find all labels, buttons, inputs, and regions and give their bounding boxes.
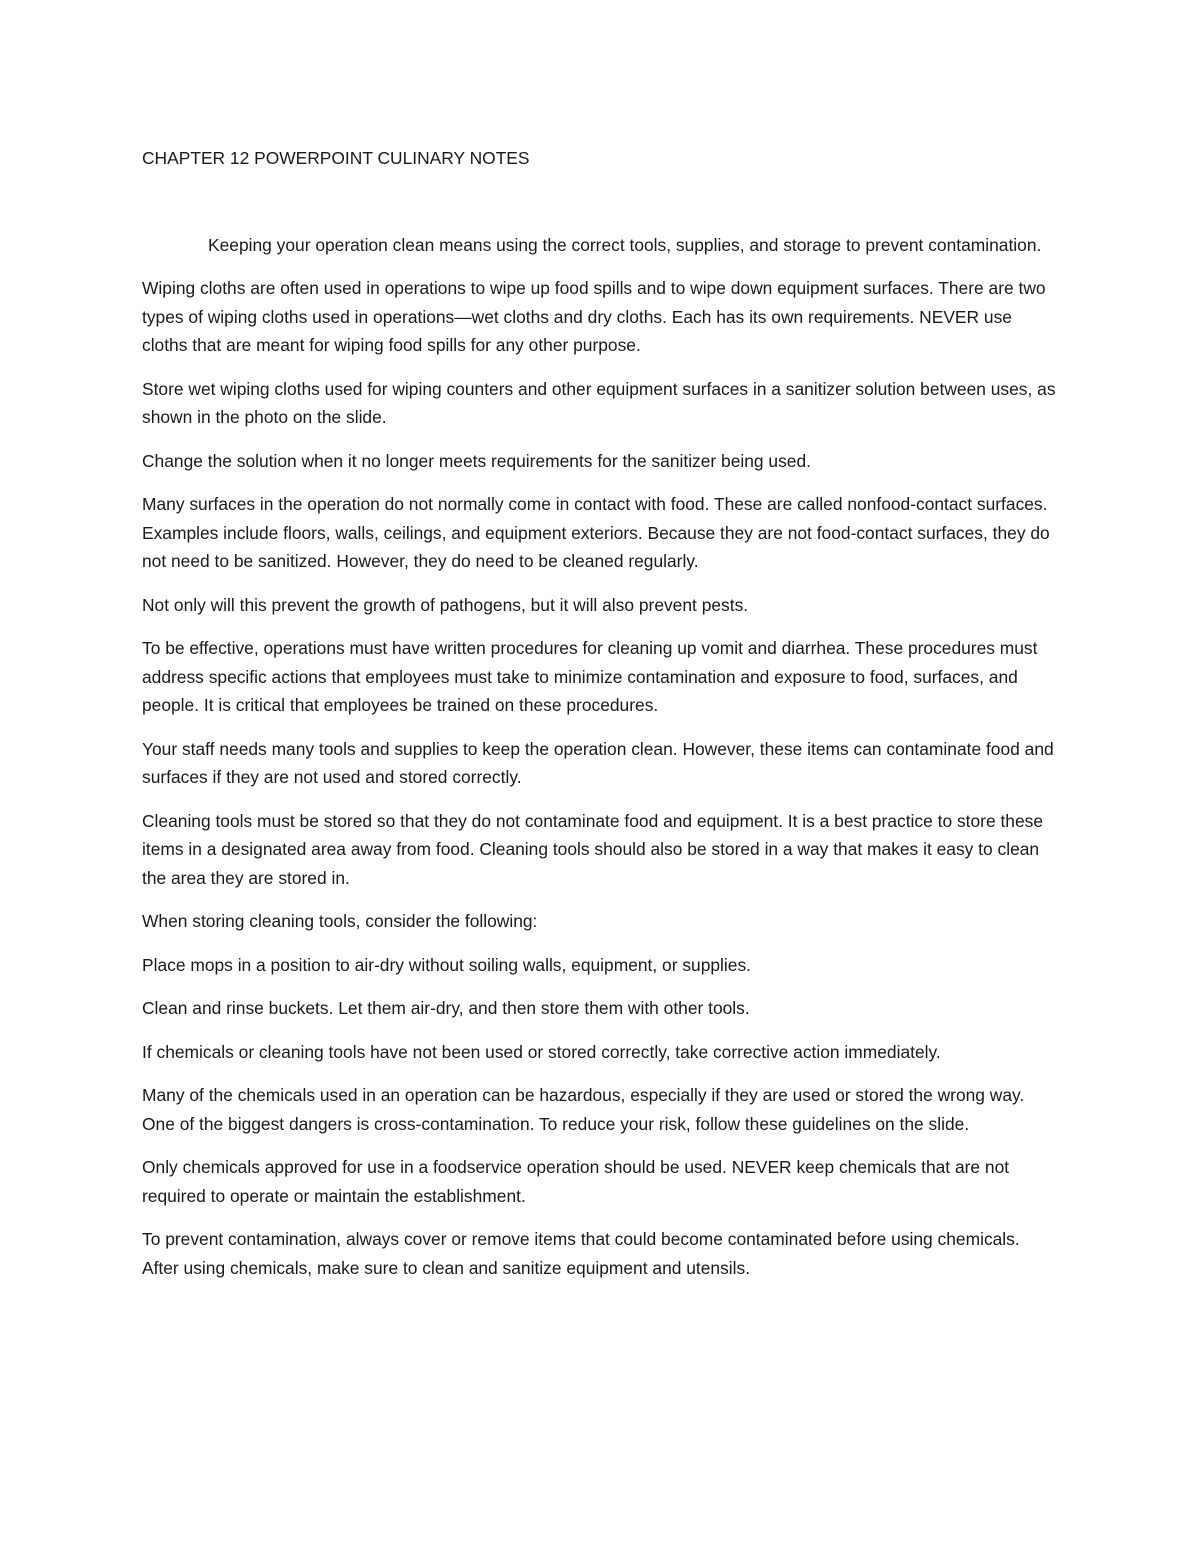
paragraph-tools-supplies: Your staff needs many tools and supplies to keep the operation clean. However, these items can contaminate food and surfaces if they are not used and stored correctly. xyxy=(142,738,1054,787)
paragraph-tool-storage: Cleaning tools must be stored so that they do not contaminate food and equipment. It is a best practice to store these items in a designated area away from food. Cleaning tools should also be stored in a way that makes it easy to clean the area they are stored in. xyxy=(142,810,1043,888)
paragraph-prevent-pests: Not only will this prevent the growth of pathogens, but it will also prevent pests. xyxy=(142,594,749,615)
document-title: CHAPTER 12 POWERPOINT CULINARY NOTES xyxy=(142,148,530,168)
paragraph-hazardous-chemicals: Many of the chemicals used in an operation can be hazardous, especially if they are used or stored the wrong way. One of the biggest dangers is cross-contamination. To reduce your risk, follow these guidelines on the slide. xyxy=(142,1085,1025,1134)
paragraph-prevent-contamination: To prevent contamination, always cover or remove items that could become contaminated before using chemicals. After using chemicals, make sure to clean and sanitize equipment and utensils. xyxy=(142,1229,1020,1278)
paragraph-nonfood-contact: Many surfaces in the operation do not normally come in contact with food. These are called nonfood-contact surfaces. Examples include floors, walls, ceilings, and equipment exteriors. Because they are not food-contact surfaces, they do not need to be sanitized. However, they do need to be cleaned regularly. xyxy=(142,494,1050,571)
paragraph-intro: Keeping your operation clean means using the correct tools, supplies, and storage to prevent contamination. xyxy=(208,234,1042,255)
paragraph-change-solution: Change the solution when it no longer meets requirements for the sanitizer being used. xyxy=(142,450,811,471)
document-body xyxy=(142,144,1060,1297)
paragraph-storing-intro: When storing cleaning tools, consider the following: xyxy=(142,911,538,931)
paragraph-wet-cloths-storage: Store wet wiping cloths used for wiping counters and other equipment surfaces in a sanitizer solution between uses, as shown in the photo on the slide. xyxy=(142,378,1056,427)
paragraph-corrective-action: If chemicals or cleaning tools have not been used or stored correctly, take corrective action immediately. xyxy=(142,1041,941,1062)
paragraph-wiping-cloths: Wiping cloths are often used in operations to wipe up food spills and to wipe down equipment surfaces. There are two types of wiping cloths used in operations—wet cloths and dry cloths. Each has its own requirements. NEVER use cloths that are meant for wiping food spills for any other purpose. xyxy=(142,278,1046,355)
paragraph-approved-chemicals: Only chemicals approved for use in a foodservice operation should be used. NEVER keep chemicals that are not required to operate or maintain the establishment. xyxy=(142,1157,1010,1206)
paragraph-mops: Place mops in a position to air-dry without soiling walls, equipment, or supplies. xyxy=(142,954,751,975)
paragraph-vomit-procedures: To be effective, operations must have written procedures for cleaning up vomit and diarrhea. These procedures must address specific actions that employees must take to minimize contamination and exposure to food, surfaces, and people. It is critical that employees be trained on these procedures. xyxy=(142,638,1038,715)
paragraph-buckets: Clean and rinse buckets. Let them air-dry, and then store them with other tools. xyxy=(142,998,750,1018)
